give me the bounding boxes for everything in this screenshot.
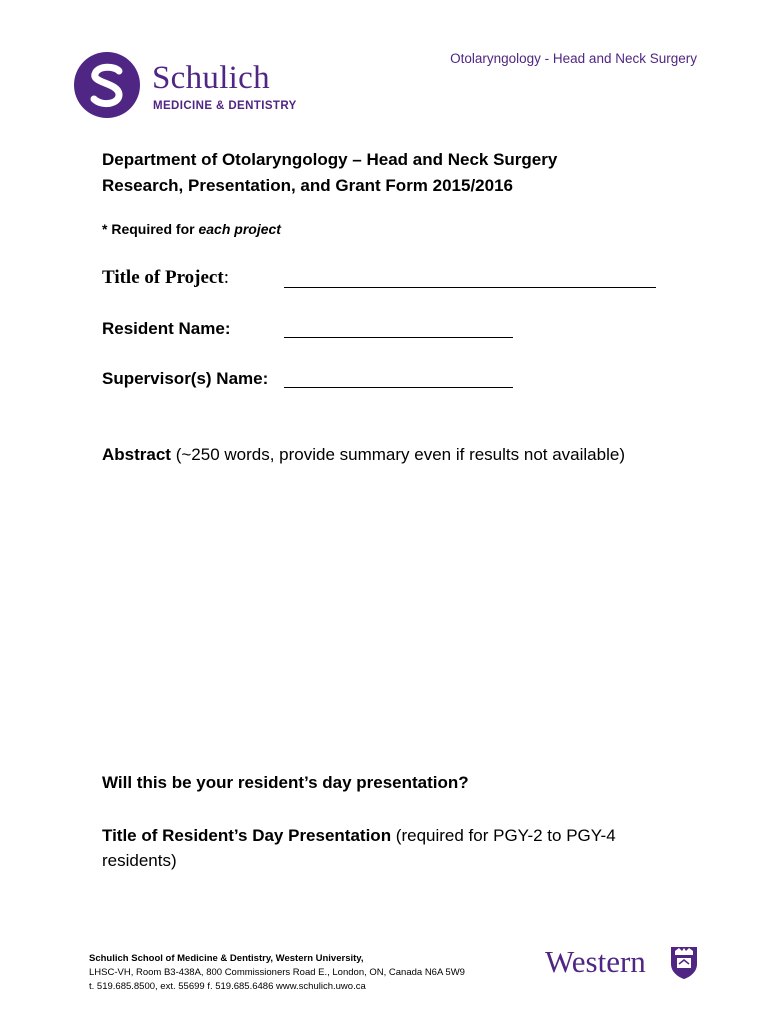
form-title-line1: Department of Otolaryngology – Head and Neck Surgery [102, 150, 558, 169]
project-title-label [102, 268, 229, 287]
required-note [102, 221, 281, 237]
supervisor-name-label: Supervisor(s) Name: [102, 369, 269, 388]
western-wordmark: Western [545, 944, 646, 979]
schulich-logo-icon [74, 52, 140, 118]
footer-line3: t. 519.685.8500, ext. 55699 f. 519.685.6486 www.schulich.uwo.ca [89, 981, 366, 992]
residents-day-title-label: Title of Resident’s Day Presentation [102, 826, 392, 845]
supervisor-name-field[interactable] [284, 387, 513, 388]
form-title-line2: Research, Presentation, and Grant Form 2015/2016 [102, 176, 514, 195]
department-header: Otolaryngology - Head and Neck Surgery [450, 51, 697, 66]
residents-day-title-heading [102, 823, 662, 873]
logo-name: Schulich [152, 60, 270, 96]
abstract-note: (~250 words, provide summary even if results not available) [170, 445, 625, 464]
required-prefix: * Required for [102, 221, 199, 237]
footer-line2: LHSC-VH, Room B3-438A, 800 Commissioners Road E., London, ON, Canada N6A 5W9 [89, 967, 465, 978]
abstract-label: Abstract [102, 445, 171, 464]
logo-subtitle: MEDICINE & DENTISTRY [153, 100, 297, 112]
project-title-colon: : [223, 267, 229, 288]
resident-name-field[interactable] [284, 337, 513, 338]
residents-day-question: Will this be your resident’s day presentation? [102, 773, 469, 792]
resident-name-label: Resident Name: [102, 319, 231, 338]
footer-line1: Schulich School of Medicine & Dentistry, Western University, [89, 953, 364, 964]
required-emphasis: each project [198, 221, 281, 237]
abstract-heading [102, 445, 625, 465]
project-title-text: Title of Project [102, 267, 224, 288]
residents-day-title-note: (required for PGY-2 to PGY-4 residents) [102, 826, 616, 870]
western-crest-icon [670, 946, 698, 980]
project-title-field[interactable] [284, 287, 656, 288]
